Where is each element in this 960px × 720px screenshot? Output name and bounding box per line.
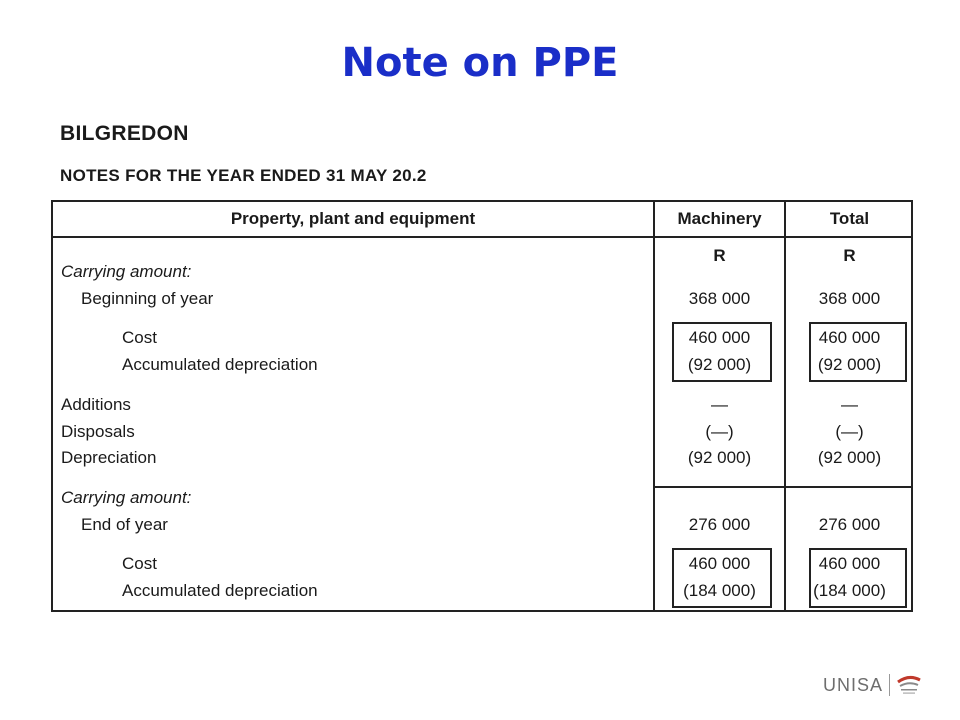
total-depreciation: (92 000) <box>817 448 882 467</box>
machinery-accum-dep: (92 000) <box>687 355 752 374</box>
logo-divider <box>889 674 890 696</box>
total-end: 276 000 <box>818 515 881 534</box>
total-additions: — <box>841 395 858 414</box>
label-accumulated-depreciation: Accumulated depreciation <box>122 581 318 600</box>
unisa-crest-icon <box>896 674 922 696</box>
logo-text: UNISA <box>822 674 883 695</box>
total-accum-dep: (92 000) <box>817 355 882 374</box>
label-cost: Cost <box>122 554 157 573</box>
ppe-table <box>51 200 913 612</box>
machinery-cost: 460 000 <box>688 328 751 347</box>
machinery-end: 276 000 <box>688 515 751 534</box>
header-machinery: Machinery <box>677 209 762 228</box>
label-end-of-year: End of year <box>81 515 168 534</box>
label-accumulated-depreciation: Accumulated depreciation <box>122 355 318 374</box>
total-disposals: (—) <box>835 422 864 441</box>
label-depreciation: Depreciation <box>61 448 157 467</box>
label-disposals: Disposals <box>61 422 135 441</box>
note-subtitle: NOTES FOR THE YEAR ENDED 31 MAY 20.2 <box>60 166 427 185</box>
slide-title: Note on PPE <box>341 40 619 86</box>
machinery-disposals: (—) <box>705 422 734 441</box>
currency-machinery: R <box>713 246 726 265</box>
total-cost: 460 000 <box>818 328 881 347</box>
header-description: Property, plant and equipment <box>230 209 476 228</box>
machinery-accum-dep: (184 000) <box>683 581 756 600</box>
total-beginning: 368 000 <box>818 289 881 308</box>
section-divider <box>653 486 911 488</box>
machinery-beginning: 368 000 <box>688 289 751 308</box>
unisa-logo <box>823 674 922 696</box>
label-beginning-of-year: Beginning of year <box>81 289 214 308</box>
label-cost: Cost <box>122 328 157 347</box>
total-accum-dep: (184 000) <box>813 581 886 600</box>
label-carrying-amount: Carrying amount: <box>61 488 192 507</box>
company-name: BILGREDON <box>60 122 189 145</box>
machinery-additions: — <box>711 395 728 414</box>
header-total: Total <box>829 209 870 228</box>
currency-total: R <box>843 246 856 265</box>
label-carrying-amount: Carrying amount: <box>61 262 192 281</box>
machinery-cost: 460 000 <box>688 554 751 573</box>
machinery-depreciation: (92 000) <box>687 448 752 467</box>
total-cost: 460 000 <box>818 554 881 573</box>
label-additions: Additions <box>61 395 131 414</box>
header-divider <box>53 236 911 238</box>
